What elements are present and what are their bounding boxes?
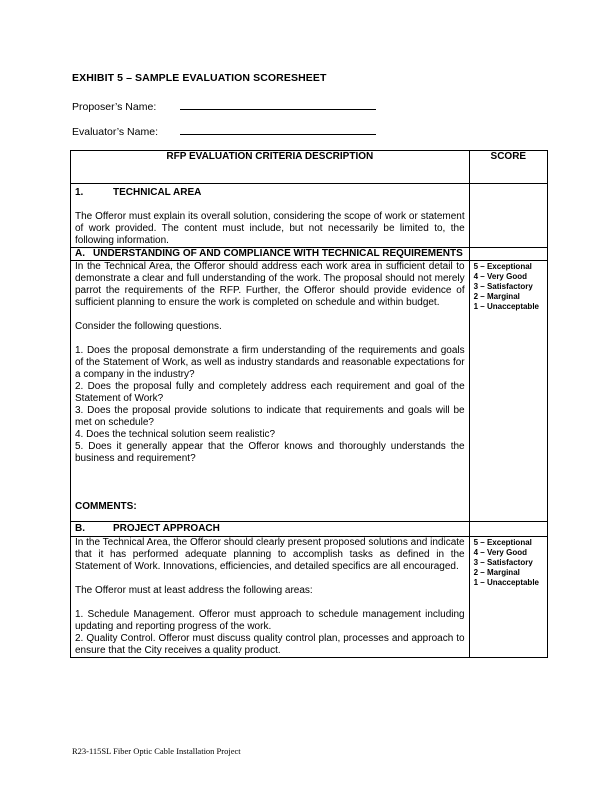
question-2: 2. Does the proposal fully and completely address each requirement and goal of the Statement of Work? — [75, 381, 465, 404]
proposer-name-row — [72, 99, 376, 113]
section-b-title: B. PROJECT APPROACH — [75, 523, 220, 534]
score-scale: 5 – Exceptional 4 – Very Good 3 – Satisfactory 2 – Marginal 1 – Unacceptable — [473, 262, 539, 311]
evaluation-table — [70, 150, 548, 658]
technical-area-cell — [71, 184, 470, 248]
section-b-body-cell — [71, 537, 470, 658]
section-a-body-row — [71, 261, 548, 522]
question-5: 5. Does it generally appear that the Offeror knows and thoroughly understands the business and requirement? — [75, 441, 465, 464]
section-b-body-row — [71, 537, 548, 658]
section-a-title-cell — [71, 248, 470, 261]
item-1: 1. Schedule Management. Offeror must approach to schedule management including updating and reporting progress of the work. — [75, 609, 465, 632]
score-scale: 5 – Exceptional 4 – Very Good 3 – Satisfactory 2 – Marginal 1 – Unacceptable — [473, 538, 539, 587]
section-b-title-cell — [71, 522, 470, 537]
evaluator-name-label: Evaluator’s Name: — [72, 126, 158, 138]
section-1-row — [71, 184, 548, 248]
table-header-row — [71, 151, 548, 184]
comments-label: COMMENTS: — [75, 501, 137, 512]
question-3: 3. Does the proposal provide solutions to indicate that requirements and goals will be met on schedule? — [75, 405, 465, 428]
question-4: 4. Does the technical solution seem realistic? — [75, 429, 276, 440]
criteria-header: RFP EVALUATION CRITERIA DESCRIPTION — [71, 151, 470, 184]
section-b-title-row — [71, 522, 548, 537]
item-2: 2. Quality Control. Offeror must discuss quality control plan, processes and approach to ensure that the City receives a quality product. — [75, 633, 465, 656]
section-a-title-score-cell — [469, 248, 547, 261]
evaluator-name-field[interactable] — [180, 124, 376, 135]
section-a-body-cell — [71, 261, 470, 522]
section-a-title-row — [71, 248, 548, 261]
section-b-score-cell[interactable] — [469, 537, 547, 658]
section-1-intro: The Offeror must explain its overall solution, considering the scope of work or statement of work provided. The content must include, but not necessarily be limited to, the following information. — [75, 211, 465, 246]
section-1-score-cell[interactable] — [469, 184, 547, 248]
proposer-name-label: Proposer’s Name: — [72, 101, 157, 113]
proposer-name-field[interactable] — [180, 99, 376, 110]
section-a-para1: In the Technical Area, the Offeror should address each work area in sufficient detail to demonstrate a clear and full understanding of the work. The proposal should not merely parrot the requirements of the RFP. Further, the Offeror should provide evidence of sufficient planning to ensure the work is completed on schedule and within budget. — [75, 261, 465, 308]
evaluator-name-row — [72, 124, 376, 138]
section-a-title: A. UNDERSTANDING OF AND COMPLIANCE WITH TECHNICAL REQUIREMENTS — [75, 248, 463, 259]
section-b-para1: In the Technical Area, the Offeror should clearly present proposed solutions and indicate that it has performed adequate planning to accomplish tasks as defined in the Statement of Work. Innovations, efficiencies, and detailed specifics are all encouraged. — [75, 537, 465, 572]
section-a-para2: Consider the following questions. — [75, 321, 222, 332]
page-footer: R23-115SL Fiber Optic Cable Installation Project — [72, 746, 241, 756]
section-a-score-cell[interactable] — [469, 261, 547, 522]
score-header: SCORE — [469, 151, 547, 184]
section-b-para2: The Offeror must at least address the following areas: — [75, 585, 313, 596]
question-1: 1. Does the proposal demonstrate a firm understanding of the requirements and goals of the Statement of Work, as well as industry standards and reasonable expectations for a company in the industry? — [75, 345, 465, 380]
exhibit-title: EXHIBIT 5 – SAMPLE EVALUATION SCORESHEET — [72, 72, 327, 84]
section-1-title: 1. TECHNICAL AREA — [75, 187, 202, 198]
section-b-title-score-cell — [469, 522, 547, 537]
